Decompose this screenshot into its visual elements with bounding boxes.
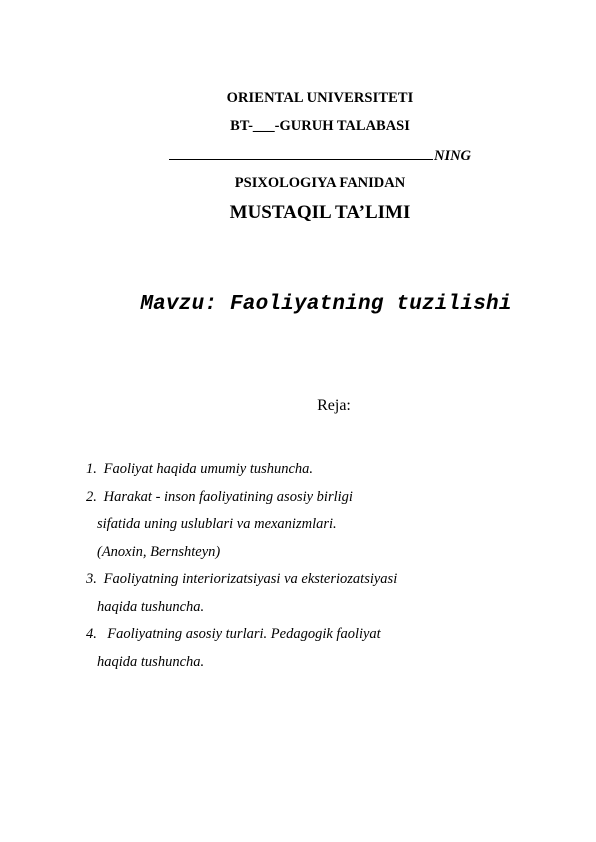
plan-item-1 [86, 456, 546, 484]
plan-item-text: Harakat - inson faoliyatining asosiy birligi [103, 488, 353, 505]
plan-item-2-continuation: sifatida uning uslublari va mexanizmlari. [97, 516, 337, 532]
plan-item-text: Faoliyatning asosiy turlari. Pedagogik faoliyat [103, 626, 381, 642]
plan-item-3 [86, 566, 546, 594]
university-name: ORIENTAL UNIVERSITETI [226, 90, 414, 106]
plan-item-4 [86, 621, 546, 649]
plan-item-number: 1. [86, 461, 97, 477]
plan-item-2 [86, 484, 546, 512]
plan-item-2-continuation: (Anoxin, Bernshteyn) [97, 543, 221, 560]
name-blank [169, 147, 433, 160]
plan-item-text: Faoliyatning interiorizatsiyasi va eksteriozatsiyasi [103, 571, 398, 587]
topic-title: Mavzu: Faoliyatning tuzilishi [140, 293, 512, 316]
plan-item-number: 3. [86, 571, 97, 587]
subject-name: PSIXOLOGIYA FANIDAN [234, 175, 406, 191]
plan-list [86, 456, 546, 676]
plan-item-text: Faoliyat haqida umumiy tushuncha. [103, 461, 314, 477]
plan-title: Reja: [317, 397, 351, 414]
plan-item-number: 2. [86, 488, 97, 505]
plan-item-4-continuation: haqida tushuncha. [97, 653, 205, 670]
plan-item-3-continuation: haqida tushuncha. [97, 598, 205, 615]
student-group: BT-___-GURUH TALABASI [230, 118, 410, 134]
plan-item-number: 4. [86, 626, 97, 642]
student-name-line [22, 147, 596, 165]
name-suffix: NING [433, 148, 472, 164]
work-type: MUSTAQIL TA’LIMI [229, 202, 411, 223]
